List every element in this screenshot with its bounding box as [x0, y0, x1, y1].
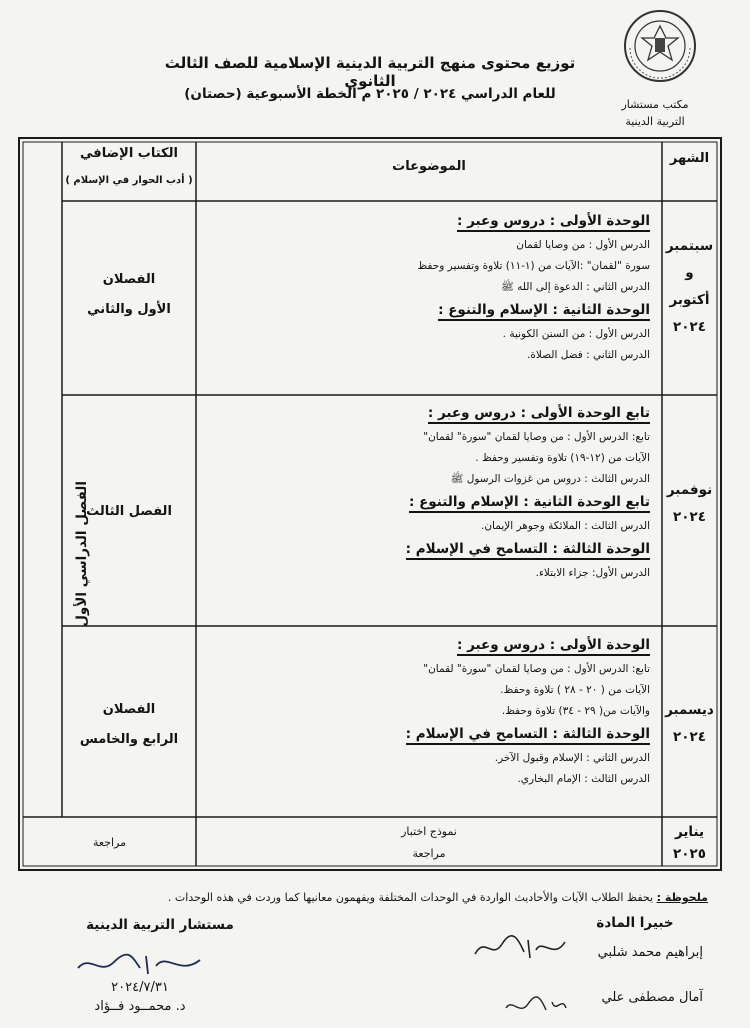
lesson-line: الدرس الثاني : الإسلام وقبول الآخر.	[494, 752, 650, 764]
lesson-line: الدرس الثاني : الدعوة إلى الله ﷺ	[501, 281, 650, 293]
lesson-line: الدرس الثاني : فضل الصلاة.	[527, 349, 650, 361]
book-cell	[62, 695, 196, 755]
semester-label: الفصل الدراسي الأول	[74, 481, 90, 627]
header-book: الكتاب الإضافي	[80, 146, 178, 161]
document-title: توزيع محتوى منهج التربية الدينية الإسلامية للصف الثالث الثانوي	[164, 54, 576, 90]
office-label	[600, 96, 710, 130]
topics-cell	[196, 633, 662, 790]
expert-1-signature	[470, 930, 570, 966]
lesson-line: والآيات من( ٢٩ - ٣٤) تلاوة وحفظ.	[501, 705, 650, 717]
office-line-2: التربية الدينية	[625, 115, 685, 128]
unit-title	[196, 401, 650, 427]
unit-title	[196, 633, 650, 659]
book-line: الرابع والخامس	[79, 732, 179, 747]
expert-1-name: إبراهيم محمد شلبي	[597, 945, 703, 960]
unit-title-text: الوحدة الثالثة : التسامح في الإسلام :	[406, 726, 650, 745]
book-line: الفصل الثالث	[86, 504, 172, 519]
month-year: ٢٠٢٥	[673, 846, 706, 862]
header-book-subtitle: ( أدب الحوار في الإسلام )	[65, 175, 193, 186]
month-cell	[662, 233, 717, 341]
lesson-line: الدرس الثالث : الملائكة وجوهر الإيمان.	[481, 520, 650, 532]
lesson-line: الدرس الأول : من وصايا لقمان	[516, 239, 650, 251]
lesson-line: الدرس الثالث : الإمام البخاري.	[517, 773, 650, 785]
lesson-line: تابع: الدرس الأول : من وصايا لقمان "سورة" لقمان"	[423, 663, 650, 675]
note-label: ملحوظة :	[656, 891, 708, 904]
unit-title	[196, 537, 650, 563]
month-cell	[662, 477, 717, 531]
unit-title-text: الوحدة الثانية : الإسلام والتنوع :	[438, 302, 650, 321]
month-line: و	[685, 265, 694, 281]
month-year: ٢٠٢٤	[673, 319, 706, 335]
book-line: الفصلان	[102, 272, 156, 287]
advisor-date: ٢٠٢٤/٧/٣١	[111, 980, 169, 995]
month-line: ديسمبر	[665, 702, 714, 718]
header-month: الشهر	[669, 151, 710, 166]
unit-title-text: الوحدة الأولى : دروس وعبر :	[457, 213, 650, 232]
note-text: يحفظ الطلاب الآيات والأحاديث الواردة في الوحدات المختلفة ويفهمون معانيها كما وردت في هذه الوحدات .	[167, 891, 654, 904]
topics-cell	[196, 821, 662, 865]
book-cell	[23, 832, 196, 854]
book-cell	[62, 265, 196, 325]
unit-title	[196, 722, 650, 748]
book-cell	[62, 497, 196, 527]
unit-title-text: تابع الوحدة الأولى : دروس وعبر :	[428, 405, 650, 424]
month-line: أكتوبر	[669, 292, 710, 308]
unit-title	[196, 490, 650, 516]
expert-2-signature	[500, 990, 570, 1020]
curriculum-table	[18, 137, 722, 877]
unit-title-text: الوحدة الأولى : دروس وعبر :	[457, 637, 650, 656]
note	[60, 891, 708, 904]
topic-line: مراجعة	[412, 847, 446, 860]
unit-title-text: تابع الوحدة الثانية : الإسلام والتنوع :	[409, 494, 650, 513]
lesson-line: الدرس الثالث : دروس من غزوات الرسول ﷺ	[450, 473, 650, 485]
advisor-signature	[70, 948, 210, 980]
book-line: الفصلان	[102, 702, 156, 717]
expert-2-name: آمال مصطفى علي	[601, 990, 703, 1005]
lesson-line: سورة "لقمان" :الآيات من (١-١١) تلاوة وتفسير وحفظ	[417, 260, 650, 272]
unit-title-text: الوحدة الثالثة : التسامح في الإسلام :	[406, 541, 650, 560]
unit-title	[196, 209, 650, 235]
book-line: مراجعة	[92, 836, 127, 849]
month-year: ٢٠٢٤	[673, 729, 706, 745]
month-year: ٢٠٢٤	[673, 509, 706, 525]
unit-title	[196, 298, 650, 324]
topic-line: نموذج اختبار	[401, 825, 457, 838]
advisor-name: د. محمــود فــؤاد	[94, 999, 186, 1014]
month-line: يناير	[674, 824, 705, 840]
month-cell	[662, 821, 717, 865]
ministry-logo	[622, 8, 698, 84]
lesson-line: تابع: الدرس الأول : من وصايا لقمان "سورة" لقمان"	[423, 431, 650, 443]
month-line: نوفمبر	[666, 482, 713, 498]
document-subtitle: للعام الدراسي ٢٠٢٤ / ٢٠٢٥ م الخطة الأسبوعية (حصتان)	[184, 86, 556, 102]
lesson-line: الآيات من (١٢-١٩) تلاوة وتفسير وحفظ .	[475, 452, 650, 464]
lesson-line: الدرس الأول: جزاء الابتلاء.	[535, 567, 650, 579]
month-line: سبتمبر	[665, 238, 714, 254]
office-line-1: مكتب مستشار	[621, 98, 689, 111]
lesson-line: الآيات من ( ٢٠ - ٢٨ ) تلاوة وحفظ.	[500, 684, 650, 696]
topics-cell	[196, 209, 662, 366]
topics-cell	[196, 401, 662, 584]
header-topics: الموضوعات	[392, 159, 466, 174]
experts-title: خبيرا المادة	[596, 915, 674, 931]
book-line: الأول والثاني	[87, 302, 171, 317]
month-cell	[662, 697, 717, 751]
advisor-title: مستشار التربية الدينية	[86, 917, 234, 933]
lesson-line: الدرس الأول : من السنن الكونية .	[502, 328, 650, 340]
